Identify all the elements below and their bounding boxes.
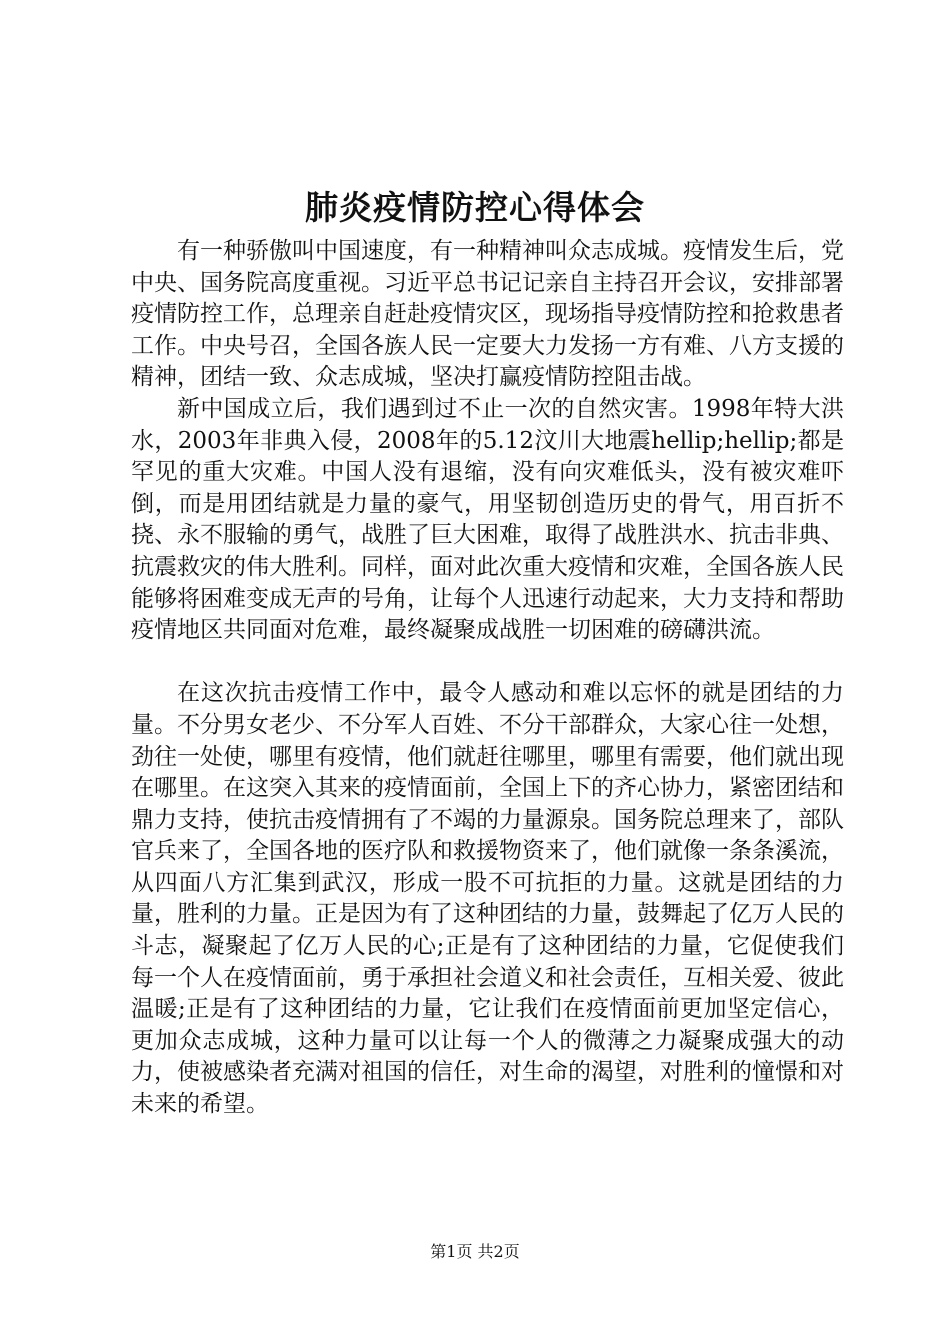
page-number-footer: 第1页 共2页 [430, 1242, 520, 1261]
document-title: 肺炎疫情防控心得体会 [305, 188, 645, 227]
paragraph-1: 有一种骄傲叫中国速度，有一种精神叫众志成城。疫情发生后，党中央、国务院高度重视。习近平总书记记亲自主持召开会议，安排部署疫情防控工作，总理亲自赶赴疫情灾区，现场指导疫情防控和抢救患者工作。中央号召，全国各族人民一定要大力发扬一方有难、八方支援的精神，团结一致、众志成城，坚决打赢疫情防控阻击战。 [131, 238, 844, 391]
paragraph-3: 在这次抗击疫情工作中，最令人感动和难以忘怀的就是团结的力量。不分男女老少、不分军人百姓、不分干部群众，大家心往一处想，劲往一处使，哪里有疫情，他们就赶往哪里，哪里有需要，他们就出现在哪里。在这突入其来的疫情面前，全国上下的齐心协力，紧密团结和鼎力支持，使抗击疫情拥有了不竭的力量源泉。国务院总理来了，部队官兵来了，全国各地的医疗队和救援物资来了，他们就像一条条溪流，从四面八方汇集到武汉，形成一股不可抗拒的力量。这就是团结的力量，胜利的力量。正是因为有了这种团结的力量，鼓舞起了亿万人民的斗志，凝聚起了亿万人民的心;正是有了这种团结的力量，它促使我们每一个人在疫情面前，勇于承担社会道义和社会责任，互相关爱、彼此温暖;正是有了这种团结的力量，它让我们在疫情面前更加坚定信心，更加众志成城，这种力量可以让每一个人的微薄之力凝聚成强大的动力，使被感染者充满对祖国的信任，对生命的渴望，对胜利的憧憬和对未来的希望。 [131, 680, 844, 1118]
paragraph-2: 新中国成立后，我们遇到过不止一次的自然灾害。1998年特大洪水，2003年非典入侵，2008年的5.12汶川大地震hellip;hellip;都是罕见的重大灾难。中国人没有退缩，没有向灾难低头，没有被灾难吓倒，而是用团结就是力量的豪气，用坚韧创造历史的骨气，用百折不挠、永不服输的勇气，战胜了巨大困难，取得了战胜洪水、抗击非典、抗震救灾的伟大胜利。同样，面对此次重大疫情和灾难，全国各族人民能够将困难变成无声的号角，让每个人迅速行动起来，大力支持和帮助疫情地区共同面对危难，最终凝聚成战胜一切困难的磅礴洪流。 [131, 395, 844, 644]
document-body [131, 236, 844, 1121]
